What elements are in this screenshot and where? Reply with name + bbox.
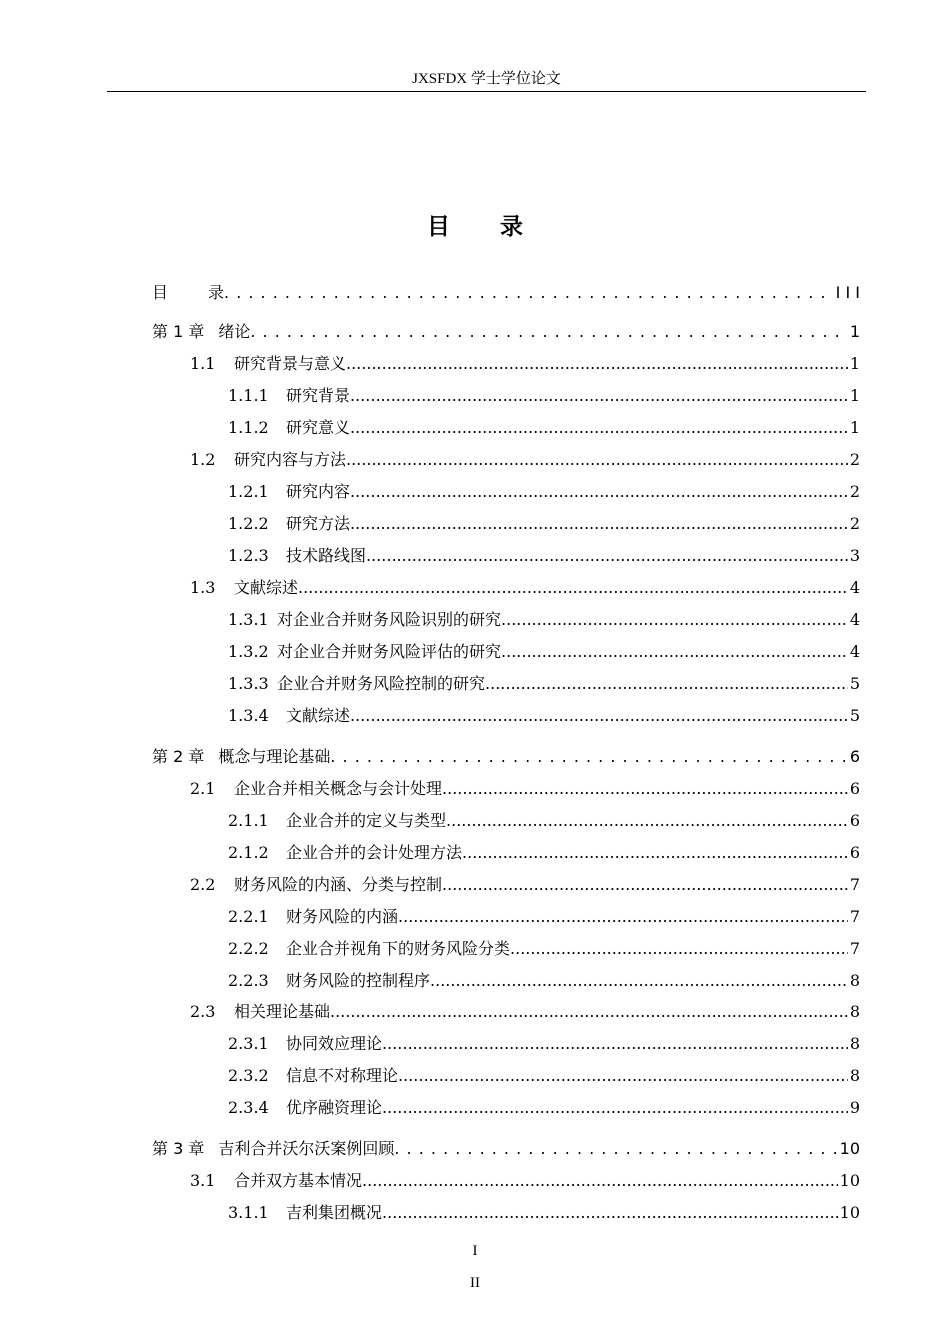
toc-entry[interactable] (190, 777, 860, 801)
toc-entry-number: 2.3 (190, 1002, 216, 1021)
dot-leader (430, 969, 848, 993)
toc-entry-page: 1 (849, 386, 860, 405)
toc-entry[interactable] (228, 1064, 860, 1088)
toc-entry[interactable] (228, 969, 860, 993)
page-number-roman-secondary: II (470, 1275, 480, 1291)
toc-entry-page: 1 (849, 354, 860, 373)
toc-entry-number: 2.1.1 (228, 811, 269, 830)
dot-leader (394, 1137, 837, 1161)
toc-entry-title: 技术路线图 (286, 546, 367, 565)
toc-entry-page: 4 (849, 610, 860, 629)
toc-entry-title: 财务风险的内涵 (286, 907, 399, 926)
toc-entry[interactable] (190, 352, 860, 376)
toc-entry-page: 2 (849, 482, 860, 501)
toc-chapter-entry[interactable] (152, 281, 860, 305)
dot-leader (346, 352, 848, 376)
toc-entry-page: 8 (849, 1034, 860, 1053)
toc-entry-number: 1.2 (190, 450, 216, 469)
toc-entry-page: 6 (849, 779, 860, 798)
dot-leader (346, 448, 848, 472)
toc-entry-page: 8 (849, 1066, 860, 1085)
toc-entry-title: 研究意义 (286, 418, 351, 437)
toc-entry-page: I I I (835, 283, 860, 302)
toc-entry-page: 3 (849, 546, 860, 565)
running-header: JXSFDX 学士学位论文 (412, 71, 561, 87)
toc-title (0, 210, 950, 244)
toc-entry[interactable] (190, 576, 860, 600)
toc-entry-page: 8 (849, 971, 860, 990)
toc-entry-number: 1.3.2 (228, 642, 269, 661)
toc-entry[interactable] (228, 905, 860, 929)
toc-entry-number: 2.3.4 (228, 1098, 269, 1117)
dot-leader (350, 480, 848, 504)
page-number-roman: I (472, 1243, 478, 1259)
toc-entry-page: 9 (849, 1098, 860, 1117)
toc-entry-number: 1.3.1 (228, 610, 269, 629)
toc-entry-number: 目 (152, 283, 169, 302)
toc-entry-number: 3.1 (190, 1171, 216, 1190)
toc-entry-page: 5 (849, 674, 860, 693)
toc-entry-title: 研究背景 (286, 386, 351, 405)
dot-leader (350, 416, 848, 440)
toc-entry-title: 协同效应理论 (286, 1034, 383, 1053)
toc-entry-page: 2 (849, 450, 860, 469)
toc-entry-title: 吉利集团概况 (286, 1203, 383, 1222)
toc-entry-number: 1.2.3 (228, 546, 269, 565)
toc-entry-page: 6 (849, 811, 860, 830)
toc-entry[interactable] (190, 1000, 860, 1024)
toc-entry-number: 第 2 章 (152, 747, 205, 766)
dot-leader (330, 1000, 848, 1024)
toc-entry-title: 文献综述 (234, 578, 299, 597)
toc-entry[interactable] (228, 937, 860, 961)
toc-entry-title: 优序融资理论 (286, 1098, 383, 1117)
toc-entry-title: 对企业合并财务风险识别的研究 (277, 610, 502, 629)
toc-entry[interactable] (228, 672, 860, 696)
toc-entry-title: 企业合并视角下的财务风险分类 (286, 939, 511, 958)
toc-entry-number: 2.3.2 (228, 1066, 269, 1085)
toc-entry[interactable] (228, 809, 860, 833)
toc-entry[interactable] (228, 1201, 860, 1225)
dot-leader (510, 937, 848, 961)
toc-entry-page: 2 (849, 514, 860, 533)
toc-title-left: 目 (427, 214, 450, 240)
toc-entry-title: 研究背景与意义 (234, 354, 347, 373)
toc-entry-page: 10 (839, 1139, 860, 1158)
dot-leader (398, 905, 848, 929)
dot-leader (446, 809, 848, 833)
dot-leader (501, 640, 848, 664)
toc-entry[interactable] (228, 1032, 860, 1056)
toc-entry[interactable] (228, 480, 860, 504)
toc-entry[interactable] (190, 873, 860, 897)
toc-entry-page: 6 (849, 843, 860, 862)
toc-entry-title: 信息不对称理论 (286, 1066, 399, 1085)
toc-entry-title: 对企业合并财务风险评估的研究 (277, 642, 502, 661)
toc-entry-title: 企业合并的定义与类型 (286, 811, 447, 830)
toc-entry-page: 6 (849, 747, 860, 766)
toc-entry[interactable] (228, 384, 860, 408)
toc-entry-page: 5 (849, 706, 860, 725)
toc-entry-title: 财务风险的控制程序 (286, 971, 431, 990)
toc-entry-page: 1 (849, 322, 860, 341)
toc-entry-number: 1.3 (190, 578, 216, 597)
toc-entry-number: 2.1.2 (228, 843, 269, 862)
dot-leader (250, 320, 847, 344)
dot-leader (398, 1064, 848, 1088)
toc-entry-number: 1.2.1 (228, 482, 269, 501)
toc-entry-page: 1 (849, 418, 860, 437)
toc-entry-title: 研究内容与方法 (234, 450, 347, 469)
toc-entry-page: 8 (849, 1002, 860, 1021)
toc-entry-number: 2.2.3 (228, 971, 269, 990)
toc-entry-title: 企业合并的会计处理方法 (286, 843, 463, 862)
toc-entry-page: 7 (849, 939, 860, 958)
toc-entry-number: 1.1.2 (228, 418, 269, 437)
dot-leader (224, 281, 834, 305)
dot-leader (350, 704, 848, 728)
toc-entry-title: 绪论 (218, 322, 251, 341)
toc-entry-title: 企业合并财务风险控制的研究 (277, 674, 486, 693)
toc-entry-page: 7 (849, 875, 860, 894)
dot-leader (350, 384, 848, 408)
toc-entry-title: 合并双方基本情况 (234, 1171, 363, 1190)
toc-entry[interactable] (190, 1169, 860, 1193)
dot-leader (350, 512, 848, 536)
dot-leader (362, 1169, 838, 1193)
dot-leader (382, 1201, 838, 1225)
toc-entry[interactable] (228, 841, 860, 865)
toc-entry-number: 3.1.1 (228, 1203, 269, 1222)
toc-entry-page: 7 (849, 907, 860, 926)
dot-leader (462, 841, 848, 865)
toc-entry-page: 10 (839, 1203, 860, 1222)
dot-leader (485, 672, 848, 696)
toc-entry-page: 4 (849, 578, 860, 597)
toc-entry-number: 1.3.4 (228, 706, 269, 725)
toc-entry-number: 1.3.3 (228, 674, 269, 693)
toc-entry-page: 10 (839, 1171, 860, 1190)
toc-entry-title: 文献综述 (286, 706, 351, 725)
toc-entry[interactable] (228, 640, 860, 664)
dot-leader (382, 1032, 848, 1056)
dot-leader (366, 544, 848, 568)
toc-entry-number: 2.1 (190, 779, 216, 798)
toc-entry[interactable] (228, 416, 860, 440)
toc-entry[interactable] (228, 608, 860, 632)
toc-entry-number: 第 1 章 (152, 322, 205, 341)
toc-entry-number: 2.2.2 (228, 939, 269, 958)
toc-entry-title: 研究内容 (286, 482, 351, 501)
dot-leader (330, 745, 847, 769)
toc-entry[interactable] (228, 704, 860, 728)
toc-chapter-entry[interactable] (152, 320, 860, 344)
dot-leader (298, 576, 848, 600)
dot-leader (501, 608, 848, 632)
toc-chapter-entry[interactable] (152, 745, 860, 769)
toc-entry-title: 概念与理论基础 (218, 747, 331, 766)
toc-title-right: 录 (500, 214, 523, 240)
toc-entry[interactable] (228, 544, 860, 568)
dot-leader (442, 873, 848, 897)
toc-entry-number: 1.1 (190, 354, 216, 373)
toc-entry-title: 研究方法 (286, 514, 351, 533)
toc-entry-page: 4 (849, 642, 860, 661)
toc-entry-title: 相关理论基础 (234, 1002, 331, 1021)
toc-entry-number: 1.2.2 (228, 514, 269, 533)
toc-entry[interactable] (228, 512, 860, 536)
toc-entry-number: 第 3 章 (152, 1139, 205, 1158)
dot-leader (382, 1096, 848, 1120)
toc-entry-title: 财务风险的内涵、分类与控制 (234, 875, 443, 894)
toc-entry-number: 2.2.1 (228, 907, 269, 926)
toc-entry[interactable] (228, 1096, 860, 1120)
toc-entry-title: 录 (208, 283, 225, 302)
dot-leader (442, 777, 848, 801)
toc-chapter-entry[interactable] (152, 1137, 860, 1161)
toc-entry[interactable] (190, 448, 860, 472)
toc-entry-title: 企业合并相关概念与会计处理 (234, 779, 443, 798)
toc-entry-number: 1.1.1 (228, 386, 269, 405)
header-rule (107, 91, 866, 92)
toc-entry-number: 2.2 (190, 875, 216, 894)
toc-entry-number: 2.3.1 (228, 1034, 269, 1053)
toc-entry-title: 吉利合并沃尔沃案例回顾 (218, 1139, 395, 1158)
